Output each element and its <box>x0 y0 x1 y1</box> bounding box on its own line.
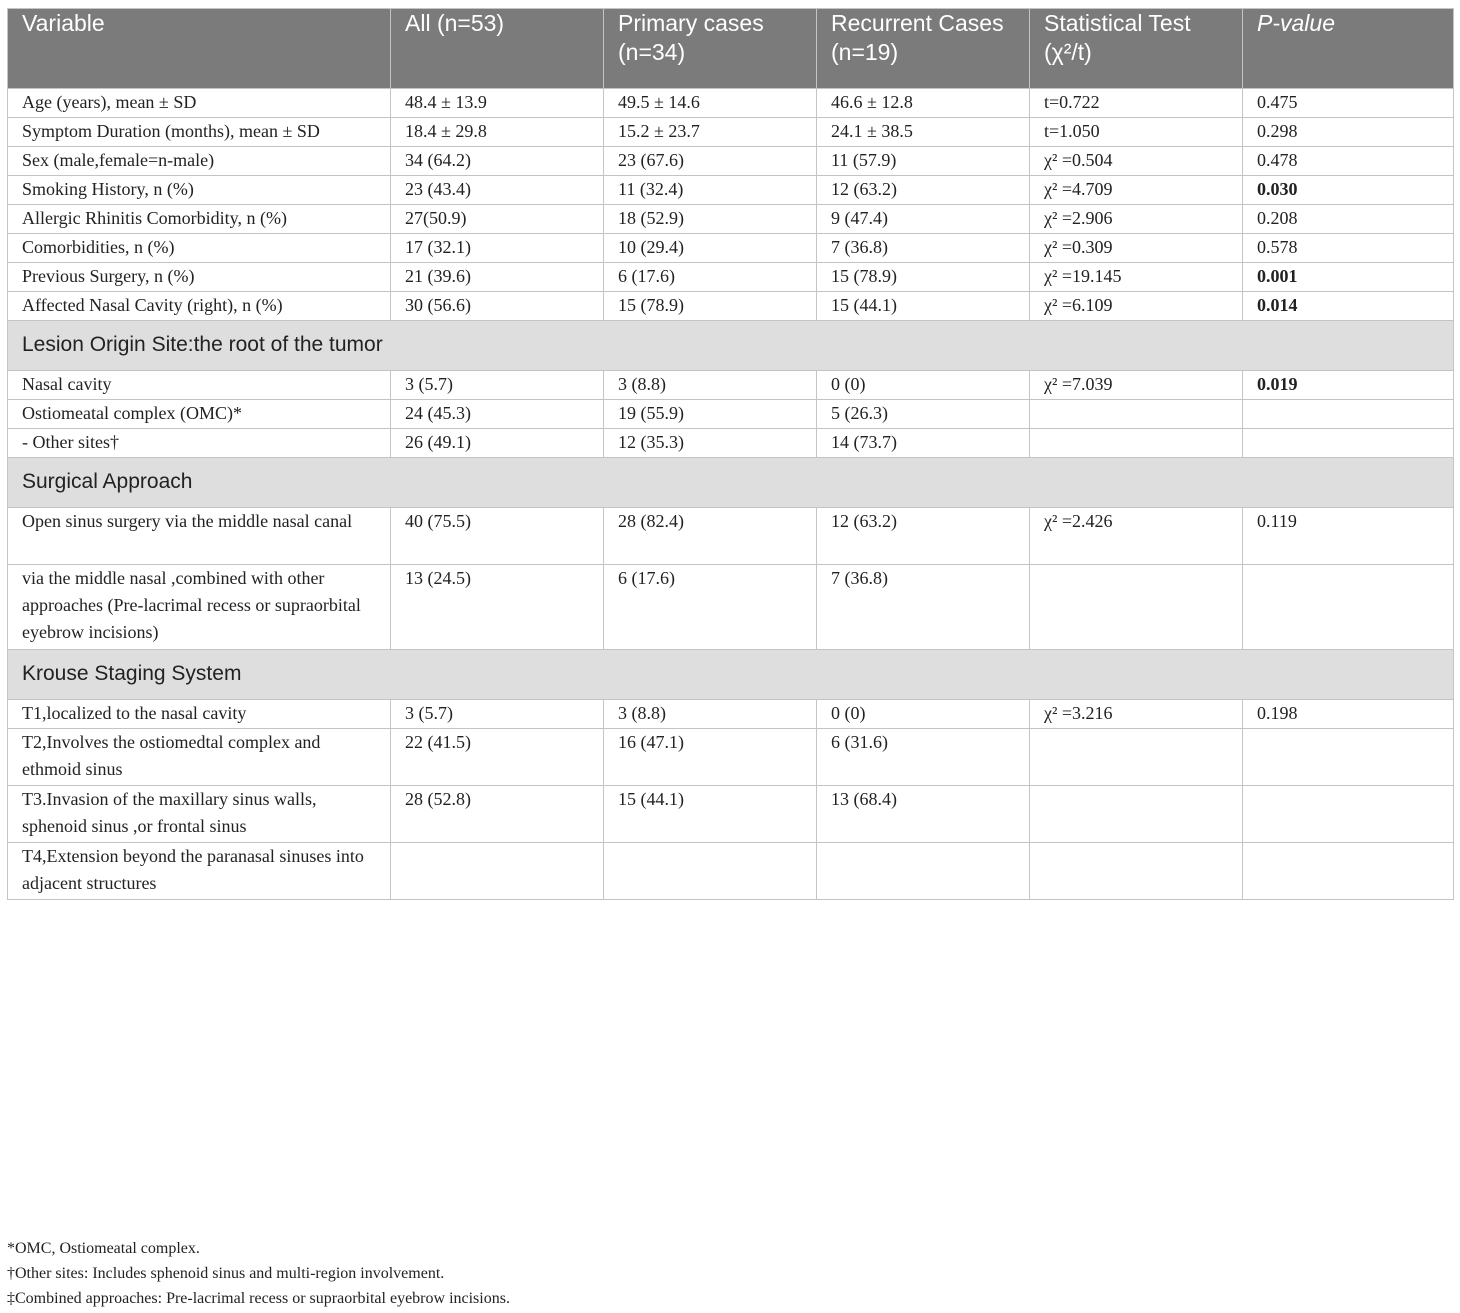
table-row <box>8 234 1454 263</box>
cell-all: 13 (24.5) <box>391 565 604 650</box>
table-row <box>8 263 1454 292</box>
cell-p-value: 0.014 <box>1243 292 1454 321</box>
cell-recurrent: 7 (36.8) <box>817 565 1030 650</box>
header-all: All (n=53) <box>391 9 604 89</box>
cell-all: 22 (41.5) <box>391 729 604 786</box>
cell-primary: 6 (17.6) <box>604 263 817 292</box>
table-row <box>8 700 1454 729</box>
cell-p-value: 0.298 <box>1243 118 1454 147</box>
cell-variable: Sex (male,female=n-male) <box>8 147 391 176</box>
cell-recurrent: 0 (0) <box>817 371 1030 400</box>
cell-test <box>1030 400 1243 429</box>
cell-primary: 15 (44.1) <box>604 786 817 843</box>
header-p-value: P-value <box>1243 9 1454 89</box>
cell-primary: 15.2 ± 23.7 <box>604 118 817 147</box>
cell-test <box>1030 729 1243 786</box>
cell-primary: 10 (29.4) <box>604 234 817 263</box>
cell-variable: T4,Extension beyond the paranasal sinuses into adjacent structures <box>8 843 391 900</box>
cell-variable: T2,Involves the ostiomedtal complex and ethmoid sinus <box>8 729 391 786</box>
cell-primary: 15 (78.9) <box>604 292 817 321</box>
cell-primary: 49.5 ± 14.6 <box>604 89 817 118</box>
cell-test: χ² =3.216 <box>1030 700 1243 729</box>
cell-all <box>391 843 604 900</box>
cell-all: 21 (39.6) <box>391 263 604 292</box>
cell-test: χ² =2.906 <box>1030 205 1243 234</box>
cell-test: t=0.722 <box>1030 89 1243 118</box>
cell-variable: Allergic Rhinitis Comorbidity, n (%) <box>8 205 391 234</box>
cell-primary <box>604 843 817 900</box>
cell-primary: 28 (82.4) <box>604 508 817 565</box>
cell-p-value <box>1243 786 1454 843</box>
table-row <box>8 89 1454 118</box>
cell-test: χ² =7.039 <box>1030 371 1243 400</box>
cell-all: 27(50.9) <box>391 205 604 234</box>
table-row <box>8 176 1454 205</box>
cell-recurrent: 14 (73.7) <box>817 429 1030 458</box>
cell-variable: T1,localized to the nasal cavity <box>8 700 391 729</box>
table-row <box>8 786 1454 843</box>
cell-variable: Nasal cavity <box>8 371 391 400</box>
cell-all: 3 (5.7) <box>391 371 604 400</box>
cell-all: 18.4 ± 29.8 <box>391 118 604 147</box>
cell-test: χ² =0.504 <box>1030 147 1243 176</box>
section-header-row <box>8 458 1454 508</box>
cell-primary: 6 (17.6) <box>604 565 817 650</box>
cell-primary: 18 (52.9) <box>604 205 817 234</box>
cell-p-value: 0.001 <box>1243 263 1454 292</box>
cell-primary: 16 (47.1) <box>604 729 817 786</box>
cell-p-value: 0.578 <box>1243 234 1454 263</box>
cell-all: 40 (75.5) <box>391 508 604 565</box>
data-table <box>7 8 1454 900</box>
cell-test: t=1.050 <box>1030 118 1243 147</box>
cell-variable: Open sinus surgery via the middle nasal canal <box>8 508 391 565</box>
cell-recurrent: 11 (57.9) <box>817 147 1030 176</box>
cell-recurrent: 6 (31.6) <box>817 729 1030 786</box>
cell-variable: T3.Invasion of the maxillary sinus walls, sphenoid sinus ,or frontal sinus <box>8 786 391 843</box>
cell-variable: via the middle nasal ,combined with other approaches (Pre-lacrimal recess or supraorbital eyebrow incisions) <box>8 565 391 650</box>
cell-all: 3 (5.7) <box>391 700 604 729</box>
cell-p-value: 0.475 <box>1243 89 1454 118</box>
cell-p-value <box>1243 400 1454 429</box>
cell-variable: Comorbidities, n (%) <box>8 234 391 263</box>
section-header-row <box>8 650 1454 700</box>
cell-test: χ² =19.145 <box>1030 263 1243 292</box>
table-header-row <box>8 9 1454 89</box>
table-row <box>8 118 1454 147</box>
table-row <box>8 147 1454 176</box>
cell-variable: - Other sites† <box>8 429 391 458</box>
cell-recurrent: 15 (78.9) <box>817 263 1030 292</box>
cell-recurrent: 9 (47.4) <box>817 205 1030 234</box>
section-header-row <box>8 321 1454 371</box>
cell-primary: 12 (35.3) <box>604 429 817 458</box>
cell-recurrent: 7 (36.8) <box>817 234 1030 263</box>
cell-primary: 23 (67.6) <box>604 147 817 176</box>
cell-p-value: 0.030 <box>1243 176 1454 205</box>
table-row <box>8 400 1454 429</box>
cell-all: 48.4 ± 13.9 <box>391 89 604 118</box>
table-row <box>8 292 1454 321</box>
header-statistical-test: Statistical Test (χ²/t) <box>1030 9 1243 89</box>
table-footnotes <box>7 1236 510 1311</box>
cell-variable: Affected Nasal Cavity (right), n (%) <box>8 292 391 321</box>
cell-p-value: 0.119 <box>1243 508 1454 565</box>
cell-test: χ² =4.709 <box>1030 176 1243 205</box>
cell-test <box>1030 843 1243 900</box>
cell-recurrent <box>817 843 1030 900</box>
cell-recurrent: 46.6 ± 12.8 <box>817 89 1030 118</box>
cell-test <box>1030 429 1243 458</box>
cell-recurrent: 24.1 ± 38.5 <box>817 118 1030 147</box>
cell-variable: Previous Surgery, n (%) <box>8 263 391 292</box>
cell-primary: 19 (55.9) <box>604 400 817 429</box>
cell-test <box>1030 565 1243 650</box>
cell-all: 28 (52.8) <box>391 786 604 843</box>
table-row <box>8 843 1454 900</box>
header-primary: Primary cases (n=34) <box>604 9 817 89</box>
footnote-other-sites: †Other sites: Includes sphenoid sinus and multi-region involvement. <box>7 1265 445 1282</box>
cell-p-value <box>1243 843 1454 900</box>
cell-primary: 3 (8.8) <box>604 371 817 400</box>
cell-recurrent: 15 (44.1) <box>817 292 1030 321</box>
section-title-lesion-origin: Lesion Origin Site:the root of the tumor <box>8 321 1454 371</box>
footnote-combined-approaches: ‡Combined approaches: Pre-lacrimal recess or supraorbital eyebrow incisions. <box>7 1290 510 1307</box>
cell-test <box>1030 786 1243 843</box>
cell-variable: Smoking History, n (%) <box>8 176 391 205</box>
cell-variable: Age (years), mean ± SD <box>8 89 391 118</box>
cell-recurrent: 0 (0) <box>817 700 1030 729</box>
cell-recurrent: 13 (68.4) <box>817 786 1030 843</box>
cell-all: 26 (49.1) <box>391 429 604 458</box>
table-row <box>8 429 1454 458</box>
cell-test: χ² =0.309 <box>1030 234 1243 263</box>
cell-all: 30 (56.6) <box>391 292 604 321</box>
cell-p-value: 0.019 <box>1243 371 1454 400</box>
table-row <box>8 508 1454 565</box>
cell-variable: Ostiomeatal complex (OMC)* <box>8 400 391 429</box>
footnote-omc: *OMC, Ostiomeatal complex. <box>7 1240 200 1257</box>
cell-all: 24 (45.3) <box>391 400 604 429</box>
cell-all: 23 (43.4) <box>391 176 604 205</box>
cell-p-value: 0.478 <box>1243 147 1454 176</box>
cell-p-value: 0.198 <box>1243 700 1454 729</box>
cell-p-value <box>1243 565 1454 650</box>
header-variable: Variable <box>8 9 391 89</box>
cell-all: 34 (64.2) <box>391 147 604 176</box>
cell-variable: Symptom Duration (months), mean ± SD <box>8 118 391 147</box>
cell-primary: 3 (8.8) <box>604 700 817 729</box>
cell-recurrent: 12 (63.2) <box>817 176 1030 205</box>
table-row <box>8 565 1454 650</box>
cell-test: χ² =2.426 <box>1030 508 1243 565</box>
cell-p-value: 0.208 <box>1243 205 1454 234</box>
cell-p-value <box>1243 429 1454 458</box>
cell-recurrent: 12 (63.2) <box>817 508 1030 565</box>
header-recurrent: Recurrent Cases (n=19) <box>817 9 1030 89</box>
cell-primary: 11 (32.4) <box>604 176 817 205</box>
section-title-surgical-approach: Surgical Approach <box>8 458 1454 508</box>
cell-recurrent: 5 (26.3) <box>817 400 1030 429</box>
cell-all: 17 (32.1) <box>391 234 604 263</box>
section-title-krouse-staging: Krouse Staging System <box>8 650 1454 700</box>
cell-test: χ² =6.109 <box>1030 292 1243 321</box>
table-row <box>8 729 1454 786</box>
table-row <box>8 205 1454 234</box>
cell-p-value <box>1243 729 1454 786</box>
table-row <box>8 371 1454 400</box>
